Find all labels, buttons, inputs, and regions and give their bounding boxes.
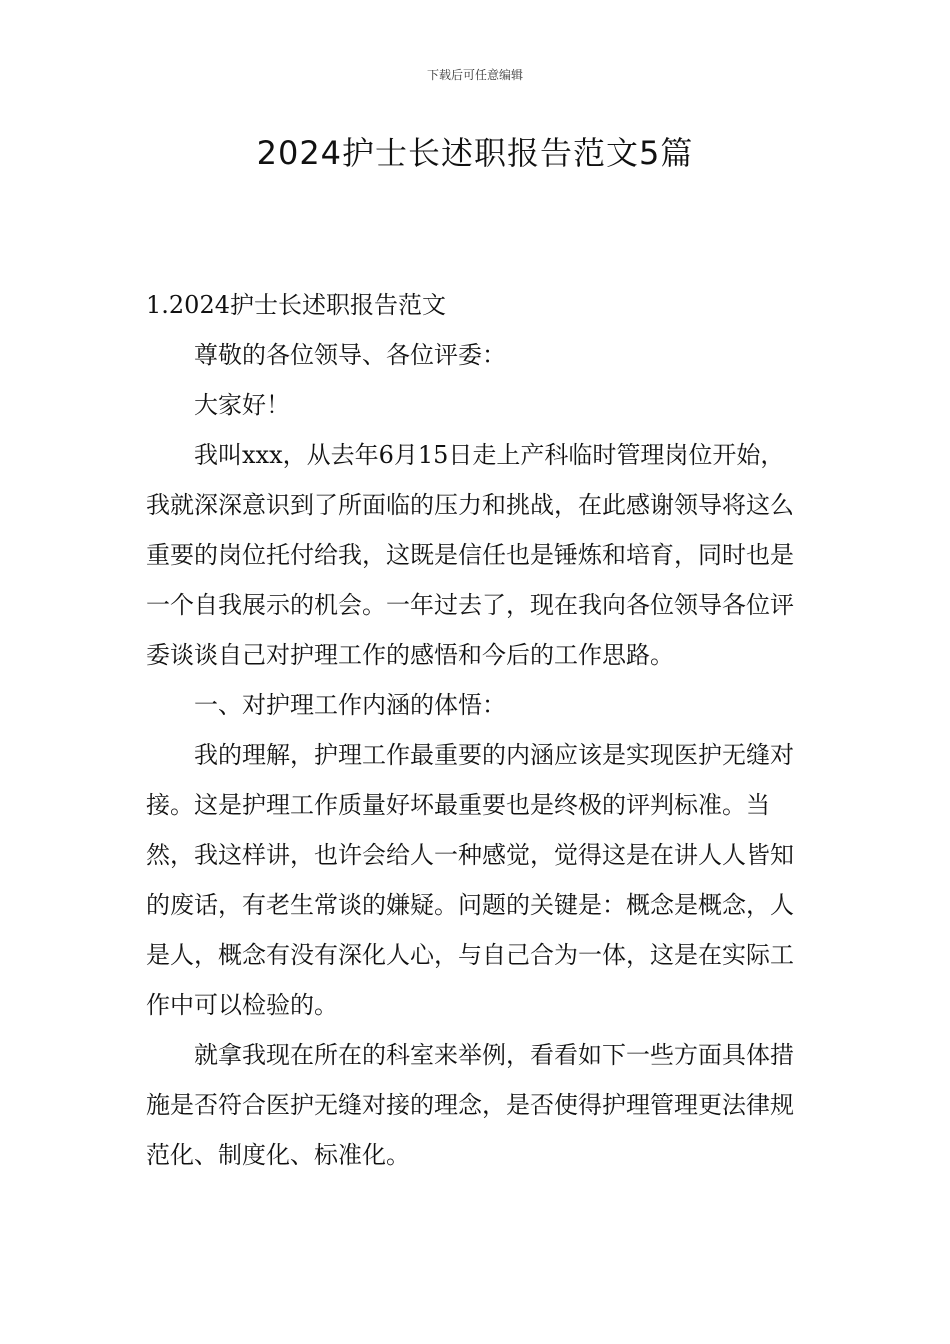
page-header: 下载后可任意编辑	[426, 68, 523, 82]
document-title: 2024护士长述职报告范文5篇	[256, 134, 694, 172]
paragraph-introduction: 我叫xxx，从去年6月15日走上产科临时管理岗位开始，我就深深意识到了所面临的压力和挑战，在此感谢领导将这么重要的岗位托付给我，这既是信任也是锤炼和培育，同时也是一个自我展示的机会。一年过去了，现在我向各位领导各位评委谈谈自己对护理工作的感悟和今后的工作思路。	[146, 441, 794, 669]
paragraph-understanding: 我的理解，护理工作最重要的内涵应该是实现医护无缝对接。这是护理工作质量好坏最重要也是终极的评判标准。当然，我这样讲，也许会给人一种感觉，觉得这是在讲人人皆知的废话，有老生常谈的嫌疑。问题的关键是：概念是概念，人是人，概念有没有深化人心，与自己合为一体，这是在实际工作中可以检验的。	[146, 741, 794, 1019]
section-heading: 1.2024护士长述职报告范文	[146, 291, 446, 319]
document-body	[146, 280, 806, 1180]
paragraph-salutation: 尊敬的各位领导、各位评委：	[194, 341, 506, 369]
subsection-heading: 一、对护理工作内涵的体悟：	[194, 691, 506, 719]
paragraph-example: 就拿我现在所在的科室来举例，看看如下一些方面具体措施是否符合医护无缝对接的理念，是否使得护理管理更法律规范化、制度化、标准化。	[146, 1041, 794, 1169]
paragraph-greeting: 大家好！	[194, 391, 290, 419]
